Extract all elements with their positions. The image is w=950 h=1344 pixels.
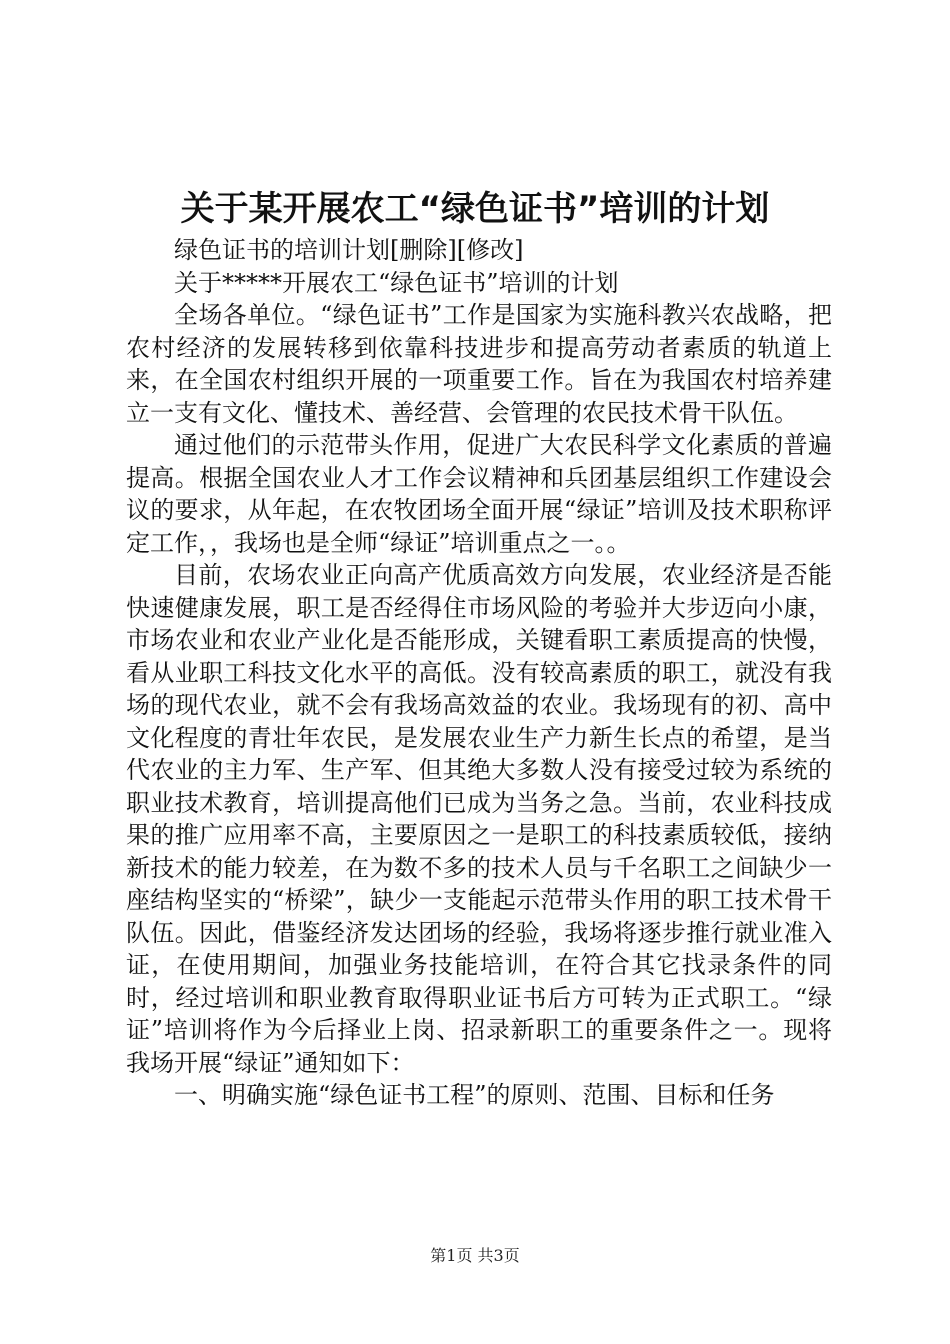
page-number-footer: 第1页 共3页 (430, 1246, 520, 1265)
paragraph-intro: 全场各单位。“绿色证书”工作是国家为实施科教兴农战略，把农村经济的发展转移到依靠科技进步和提高劳动者素质的轨道上来，在全国农村组织开展的一项重要工作。旨在为我国农村培养建立一支有文化、懂技术、善经营、会管理的农民技术骨干队伍。 (126, 301, 832, 427)
paragraph-subtitle-link: 绿色证书的培训计划[删除][修改] (174, 236, 524, 264)
paragraph-background: 通过他们的示范带头作用，促进广大农民科学文化素质的普遍提高。根据全国农业人才工作会议精神和兵团基层组织工作建设会议的要求，从年起，在农牧团场全面开展“绿证”培训及技术职称评定工作，，我场也是全师“绿证”培训重点之一。。 (126, 431, 832, 557)
document-title: 关于某开展农工“绿色证书”培训的计划 (180, 189, 770, 229)
paragraph-section-one: 一、明确实施“绿色证书工程”的原则、范围、目标和任务 (174, 1081, 775, 1109)
paragraph-current-situation: 目前，农场农业正向高产优质高效方向发展，农业经济是否能快速健康发展，职工是否经得住市场风险的考验并大步迈向小康，市场农业和农业产业化是否能形成，关键看职工素质提高的快慢，看从业职工科技文化水平的高低。没有较高素质的职工，就没有我场的现代农业，就不会有我场高效益的农业。我场现有的初、高中文化程度的青壮年农民，是发展农业生产力新生长点的希望，是当代农业的主力军、生产军、但其绝大多数人没有接受过较为系统的职业技术教育，培训提高他们已成为当务之急。当前，农业科技成果的推广应用率不高，主要原因之一是职工的科技素质较低，接纳新技术的能力较差，在为数不多的技术人员与千名职工之间缺少一座结构坚实的“桥梁”，缺少一支能起示范带头作用的职工技术骨干队伍。因此，借鉴经济发达团场的经验，我场将逐步推行就业准入证，在使用期间，加强业务技能培训，在符合其它找录条件的同时，经过培训和职业教育取得职业证书后方可转为正式职工。“绿证”培训将作为今后择业上岗、招录新职工的重要条件之一。现将我场开展“绿证”通知如下： (126, 561, 832, 1077)
paragraph-heading: 关于*****开展农工“绿色证书”培训的计划 (174, 268, 619, 297)
document-body (126, 234, 832, 1112)
